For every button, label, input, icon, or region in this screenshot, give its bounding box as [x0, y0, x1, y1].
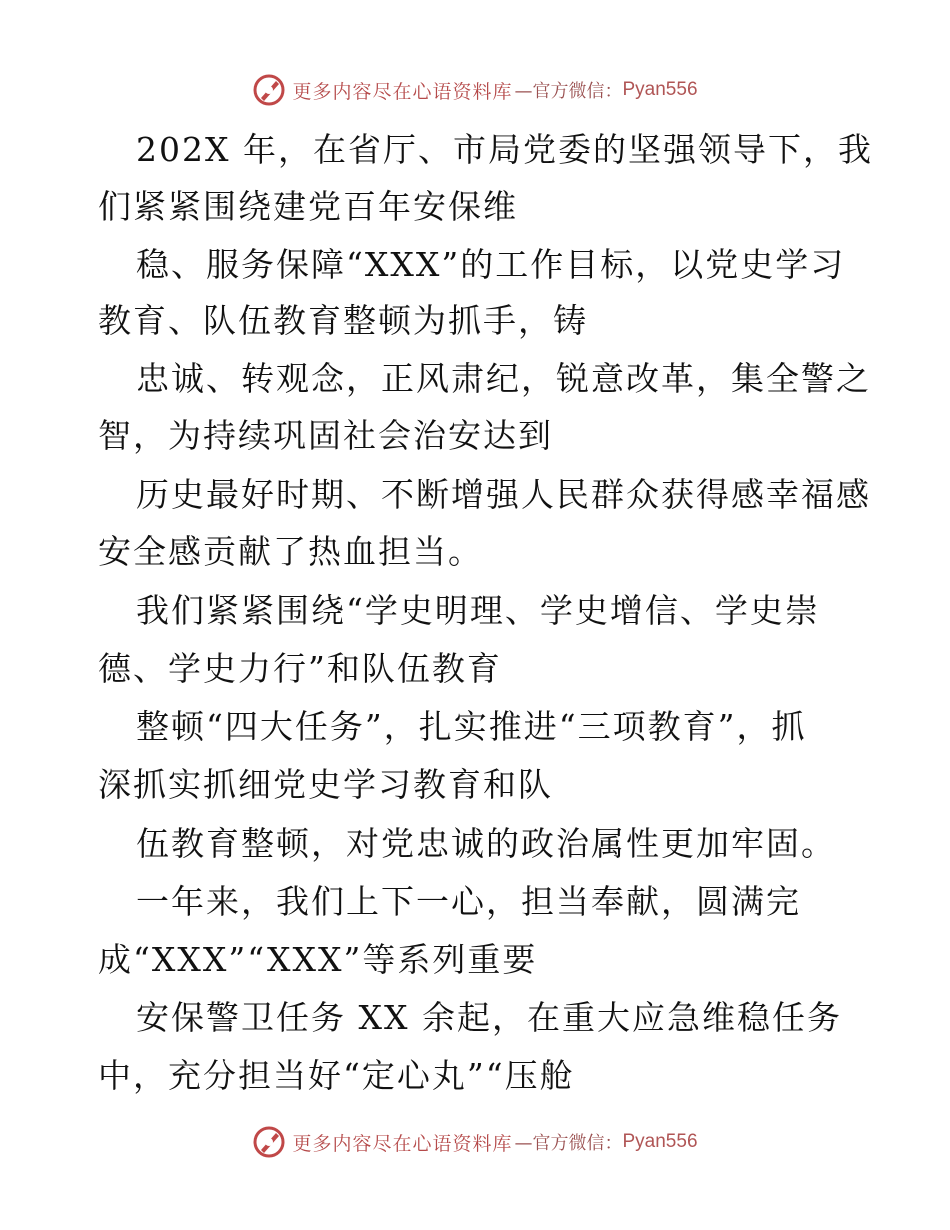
text-line-11: 整顿“四大任务”，扎实推进“三项教育”，抓 — [136, 707, 807, 746]
text-line-3: 稳、服务保障“XXX”的工作目标，以党史学习 — [136, 245, 846, 284]
text-line-13: 伍教育整顿，对党忠诚的政治属性更加牢固。 — [136, 824, 836, 863]
text-line-5: 忠诚、转观念，正风肃纪，锐意改革，集全警之 — [136, 359, 871, 398]
pen-logo-icon — [252, 73, 286, 107]
watermark-official: —官方微信： — [514, 81, 623, 102]
text-line-16: 安保警卫任务 XX 余起，在重大应急维稳任务 — [136, 998, 842, 1037]
footer-watermark — [0, 1124, 950, 1160]
text-line-15: 成“XXX”“XXX”等系列重要 — [98, 940, 538, 979]
text-line-7: 历史最好时期、不断增强人民群众获得感幸福感 — [136, 475, 871, 514]
header-watermark — [0, 72, 950, 108]
watermark-brand: 更多内容尽在心语资料库 — [292, 1132, 513, 1155]
text-line-9: 我们紧紧围绕“学史明理、学史增信、学史崇 — [136, 591, 820, 630]
watermark-id: Pyan556 — [622, 1131, 698, 1152]
text-line-14: 一年来，我们上下一心，担当奉献，圆满完 — [136, 882, 801, 921]
watermark-brand: 更多内容尽在心语资料库 — [292, 80, 513, 103]
watermark-official: —官方微信： — [514, 1133, 623, 1154]
text-line-12: 深抓实抓细党史学习教育和队 — [98, 765, 553, 804]
text-line-1: 202X 年，在省厅、市局党委的坚强领导下，我 — [136, 130, 873, 169]
text-line-2: 们紧紧围绕建党百年安保维 — [98, 187, 518, 226]
pen-logo-icon — [252, 1125, 286, 1159]
text-line-4: 教育、队伍教育整顿为抓手，铸 — [98, 301, 588, 340]
text-line-17: 中，充分担当好“定心丸”“压舱 — [98, 1056, 575, 1095]
text-line-6: 智，为持续巩固社会治安达到 — [98, 416, 553, 455]
watermark-id: Pyan556 — [622, 79, 698, 100]
text-line-10: 德、学史力行”和队伍教育 — [98, 649, 502, 688]
text-line-8: 安全感贡献了热血担当。 — [98, 532, 483, 571]
